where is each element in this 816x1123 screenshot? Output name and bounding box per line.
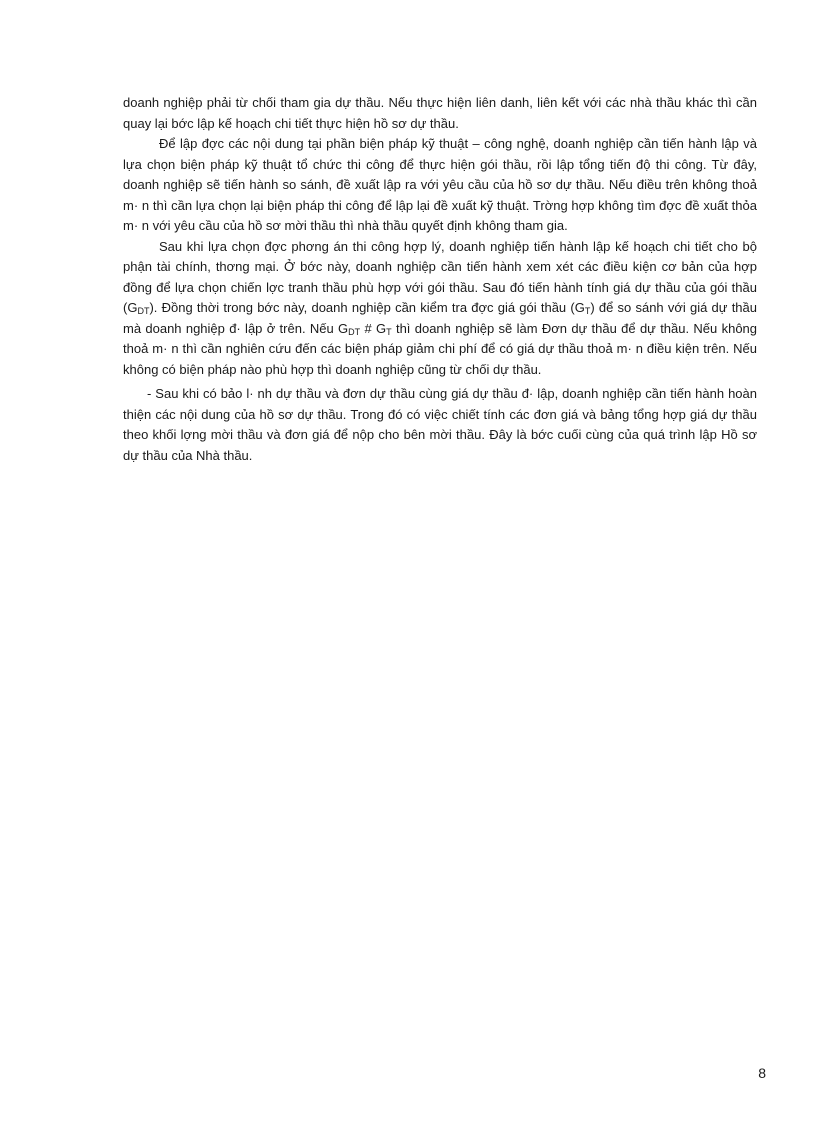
paragraph-3 <box>123 237 757 381</box>
paragraph-3-part-5: thì doanh nghiệp sẽ làm Đơn dự thầu để dự thầu. Nếu không thoả m· n thì cần nghiên cứu đến các biện pháp giảm chi phí để có giá dự thầu thoả m· n điều kiện trên. Nếu không có biện pháp nào phù hợp thì doanh nghiệp cũng từ chối dự thầu. <box>123 320 758 377</box>
paragraph-3-part-4: # G <box>360 320 387 336</box>
paragraph-3-part-1: Sau khi lựa chọn đợc phơng án thi công hợp lý, doanh nghiệp tiến hành lập kế hoạch chi tiết cho bộ phận tài chính, thơng mại. Ở bớc này, doanh nghiệp cần tiến hành xem xét các điều kiện cơ bản của hợp đồng để lựa chọn chiến lợc tranh thầu phù hợp với gói thầu. Sau đó tiến hành tính giá dự thầu của gói thầu (G <box>123 238 757 315</box>
page-number: 8 <box>758 1065 766 1081</box>
paragraph-1: doanh nghiệp phải từ chối tham gia dự thầu. Nếu thực hiện liên danh, liên kết với các nhà thầu khác thì cần quay lại bớc lập kế hoạch chi tiết thực hiện hồ sơ dự thầu. <box>123 95 757 131</box>
subscript-dt-2: DT <box>348 326 361 337</box>
subscript-dt: DT <box>137 306 150 316</box>
page-content <box>123 93 757 466</box>
subscript-t: T <box>584 306 591 316</box>
paragraph-3-part-2: ). Đồng thời trong bớc này, doanh nghiệp cần kiểm tra đợc giá gói thầu (G <box>149 300 585 315</box>
paragraph-3-part-3: ) để so sánh với giá dự thầu mà doanh nghiệp đ· lập ở trên. Nếu G <box>123 300 757 336</box>
subscript-t-2: T <box>386 326 392 337</box>
paragraph-2: Để lập đợc các nội dung tại phần biện pháp kỹ thuật – công nghệ, doanh nghiệp cần tiến hành lập và lựa chọn biện pháp kỹ thuật tổ chức thi công để thực hiện gói thầu, rồi lập tổng tiến độ thi công. Từ đây, doanh nghiệp sẽ tiến hành so sánh, đề xuất lập ra với yêu cầu của hồ sơ dự thầu. Nếu điều trên không thoả m· n thì cần lựa chọn lại biện pháp thi công để lập lại đề xuất kỹ thuật. Trờng hợp không tìm đợc đề xuất thỏa m· n với yêu cầu của hồ sơ mời thầu thì nhà thầu quyết định không tham gia. <box>123 136 757 233</box>
paragraph-4: - Sau khi có bảo l· nh dự thầu và đơn dự thầu cùng giá dự thầu đ· lập, doanh nghiệp cần tiến hành hoàn thiện các nội dung của hồ sơ dự thầu. Trong đó có việc chiết tính các đơn giá và bảng tổng hợp giá dự thầu theo khối lợng mời thầu và đơn giá để nộp cho bên mời thầu. Đây là bớc cuối cùng của quá trình lập Hồ sơ dự thầu của Nhà thầu. <box>123 386 757 463</box>
